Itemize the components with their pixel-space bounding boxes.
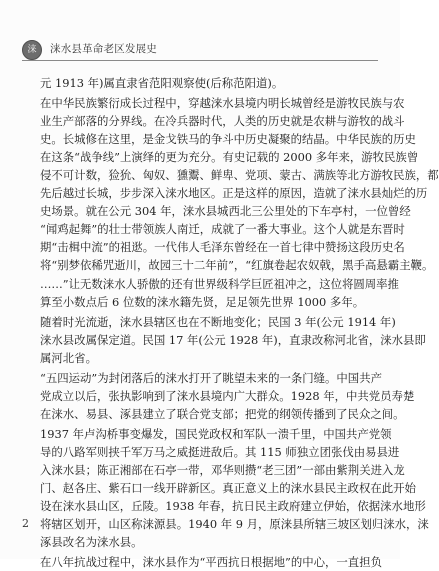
text-line: 涞水县改属保定道。民国 17 年(公元 1928 年)，直隶改称河北省，涞水县即 (40, 332, 426, 347)
text-line: 期“击楫中流”的祖逖。一代伟人毛泽东曾经在一首七律中赞扬这段历史名 (40, 240, 405, 255)
text-line: 将“别梦依稀咒逝川，故园三十二年前”，“红旗卷起农奴戟，黑手高悬霸主鞭。 (40, 258, 434, 273)
text-line: “五四运动”为封闭落后的涞水打开了眺望未来的一条门缝。中国共产 (40, 370, 382, 385)
text-line: 先后越过长城，步步深入涞水地区。正是这样的原因，造就了涞水县灿烂的历 (40, 186, 428, 201)
body-text (40, 74, 439, 571)
header-rule (22, 60, 378, 61)
text-line: 导的八路军则挟千军万马之威挺进敌后。其 115 师独立团张伐由易县进 (40, 444, 400, 459)
text-line: 侵不可计数，猃狁、匈奴、獯鬻、鲜卑、党项、蒙古、满族等北方游牧民族，都 (40, 168, 439, 183)
text-line: 算至小数点后 6 位数的涞水籍先贤，足足领先世界 1000 多年。 (40, 294, 365, 309)
text-line: 入涞水县；陈正湘部在石亭一带，邓华则攒“老三团”一部由紫荆关进入龙 (40, 462, 405, 477)
text-line: 设在涞水县山区，丘陵。1938 年春，抗日民主政府建立伊始，依据涞水地形 (40, 499, 426, 514)
text-line: 史场景。就在公元 304 年，涞水县城西北三公里处的下车亭村，一位曾经 (40, 204, 411, 219)
text-line: 属河北省。 (40, 350, 97, 365)
page-number: 2 (22, 517, 29, 530)
text-line: ……”让无数涞水人骄傲的还有世界级科学巨匠祖冲之，这位将圆周率推 (40, 276, 399, 291)
text-line: 在这条“战争线”上演绎的更为充分。有史记载的 2000 多年来，游牧民族曾 (40, 150, 419, 165)
text-line: 在涞水、易县、涿县建立了联合党支部；把党的纲领传播到了民众之间。 (40, 406, 405, 421)
text-line: 涿县改名为涞水县。 (40, 535, 143, 550)
book-emblem-icon: 涞 (22, 40, 42, 60)
text-line: 在八年抗战过程中，涞水县作为“平西抗日根据地”的中心，一直担负 (40, 555, 382, 570)
text-line: 元 1913 年)属直隶省范阳观察使(后称范阳道)。 (40, 76, 284, 90)
text-line: 随着时光流逝，涞水县辖区也在不断地变化；民国 3 年(公元 1914 年) (40, 314, 396, 329)
text-line: 将辖区划开，山区称涞源县。1940 年 9 月，原涞县所辖三坡区划归涞水，涞 (40, 517, 429, 532)
text-line: 业生产部落的分界线。在冷兵器时代，人类的历史就是农耕与游牧的战斗 (40, 114, 405, 129)
text-line: “闻鸡起舞”的壮士带领族人南迁，成就了一番大事业。这个人就是东晋时 (40, 222, 405, 237)
text-line: 1937 年卢沟桥事变爆发，国民党政权和军队一溃千里，中国共产党领 (40, 426, 392, 441)
text-line: 党成立以后，张执影响到了涞水县境内广大群众。1928 年，中共党员寿楚 (40, 388, 415, 403)
text-line: 史。长城修在这里，是金戈铁马的争斗中历史凝聚的结晶。中华民族的历史 (40, 132, 416, 147)
running-title: 涞水县革命老区发展史 (50, 43, 157, 55)
text-line: 在中华民族繁衍成长过程中，穿越涞水县境内明长城曾经是游牧民族与农 (40, 96, 405, 111)
text-line: 门、赵各庄、紫石口一线开辟新区。真正意义上的涞水县民主政权在此开始 (40, 481, 416, 496)
page-header (0, 38, 400, 60)
